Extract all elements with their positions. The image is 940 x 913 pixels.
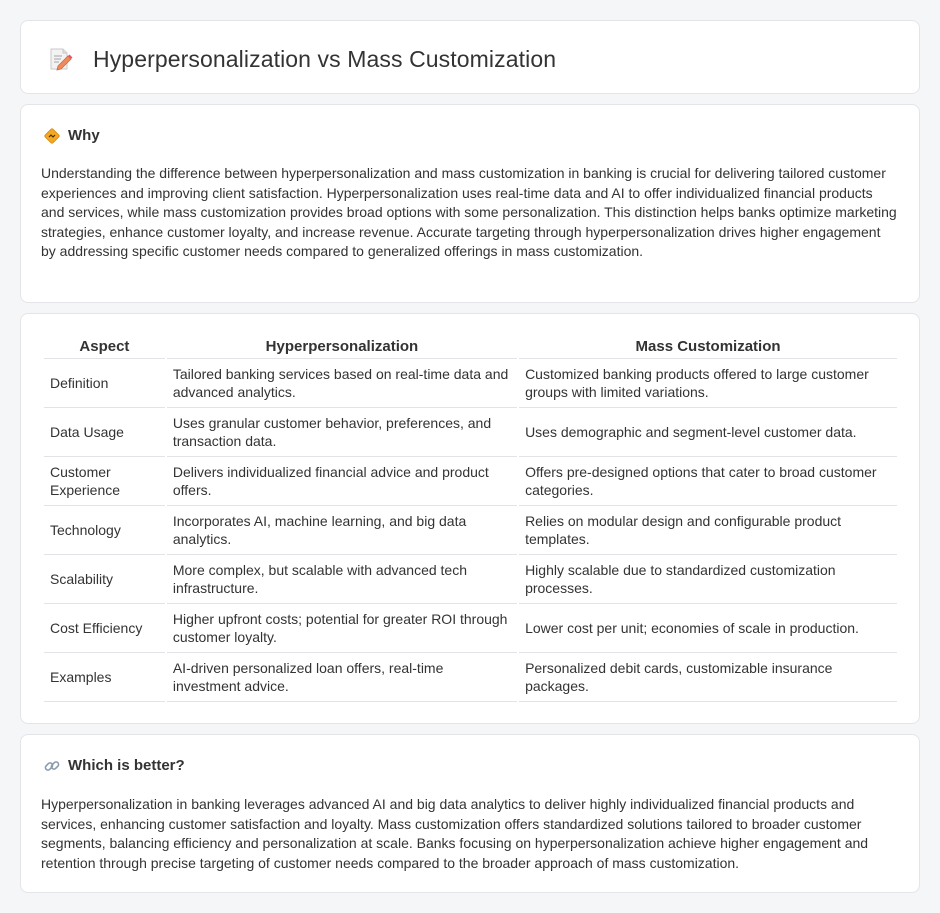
better-text: Hyperpersonalization in banking leverages advanced AI and big data analytics to deliver highly individualized financial products and services, enhancing customer satisfaction and loyalty. Mass customization offers standardized solutions tailored to broader customer segments, balancing efficiency and personalization at scale. Banks focusing on hyperpersonalization achieve higher engagement and retention through precise targeting of customer needs compared to the broader approach of mass customization.: [41, 796, 869, 871]
header-aspect: Aspect: [44, 333, 165, 359]
which-is-better-section: [20, 734, 920, 893]
mass-customization-cell: Uses demographic and segment-level customer data.: [519, 408, 897, 457]
better-heading: [43, 757, 185, 775]
page-title: Hyperpersonalization vs Mass Customization: [93, 46, 557, 72]
why-heading: [43, 127, 100, 145]
hyperpersonalization-cell: Delivers individualized financial advice and product offers.: [167, 457, 517, 506]
table-header-row: [44, 333, 897, 359]
aspect-cell: Definition: [44, 359, 165, 408]
aspect-cell: Technology: [44, 506, 165, 555]
hyperpersonalization-cell: Tailored banking services based on real-time data and advanced analytics.: [167, 359, 517, 408]
aspect-cell: Cost Efficiency: [44, 604, 165, 653]
mass-customization-cell: Relies on modular design and configurable product templates.: [519, 506, 897, 555]
hyperpersonalization-cell: AI-driven personalized loan offers, real-time investment advice.: [167, 653, 517, 702]
table-row: [44, 457, 897, 506]
table-row: [44, 506, 897, 555]
aspect-cell: Customer Experience: [44, 457, 165, 506]
aspect-cell: Scalability: [44, 555, 165, 604]
link-icon: [43, 757, 61, 775]
why-title: Why: [68, 127, 100, 144]
comparison-table: [42, 333, 899, 702]
title-row: [47, 45, 556, 73]
table-row: [44, 555, 897, 604]
mass-customization-cell: Customized banking products offered to large customer groups with limited variations.: [519, 359, 897, 408]
mass-customization-cell: Highly scalable due to standardized customization processes.: [519, 555, 897, 604]
mass-customization-cell: Offers pre-designed options that cater to broad customer categories.: [519, 457, 897, 506]
aspect-cell: Examples: [44, 653, 165, 702]
mass-customization-cell: Personalized debit cards, customizable insurance packages.: [519, 653, 897, 702]
table-row: [44, 653, 897, 702]
better-title: Which is better?: [68, 757, 185, 774]
comparison-section: [20, 313, 920, 724]
title-card: [20, 20, 920, 94]
header-hyperpersonalization: Hyperpersonalization: [167, 333, 517, 359]
hyperpersonalization-cell: More complex, but scalable with advanced tech infrastructure.: [167, 555, 517, 604]
table-row: [44, 604, 897, 653]
hyperpersonalization-cell: Uses granular customer behavior, preferences, and transaction data.: [167, 408, 517, 457]
hyperpersonalization-cell: Incorporates AI, machine learning, and big data analytics.: [167, 506, 517, 555]
why-section: [20, 104, 920, 303]
aspect-cell: Data Usage: [44, 408, 165, 457]
why-text: Understanding the difference between hyperpersonalization and mass customization in banking is crucial for delivering tailored customer experiences and improving client satisfaction. Hyperpersonalization uses real-time data and AI to offer individualized financial products and services, while mass customization provides broad options with some personalization. This distinction helps banks optimize marketing strategies, enhance customer loyalty, and increase revenue. Accurate targeting through hyperpersonalization drives higher engagement by addressing specific customer needs compared to generalized offerings in mass customization.: [41, 165, 897, 259]
table-row: [44, 359, 897, 408]
table-row: [44, 408, 897, 457]
diamond-sign-icon: [43, 127, 61, 145]
header-mass-customization: Mass Customization: [519, 333, 897, 359]
memo-pencil-icon: [47, 46, 73, 72]
mass-customization-cell: Lower cost per unit; economies of scale in production.: [519, 604, 897, 653]
hyperpersonalization-cell: Higher upfront costs; potential for greater ROI through customer loyalty.: [167, 604, 517, 653]
